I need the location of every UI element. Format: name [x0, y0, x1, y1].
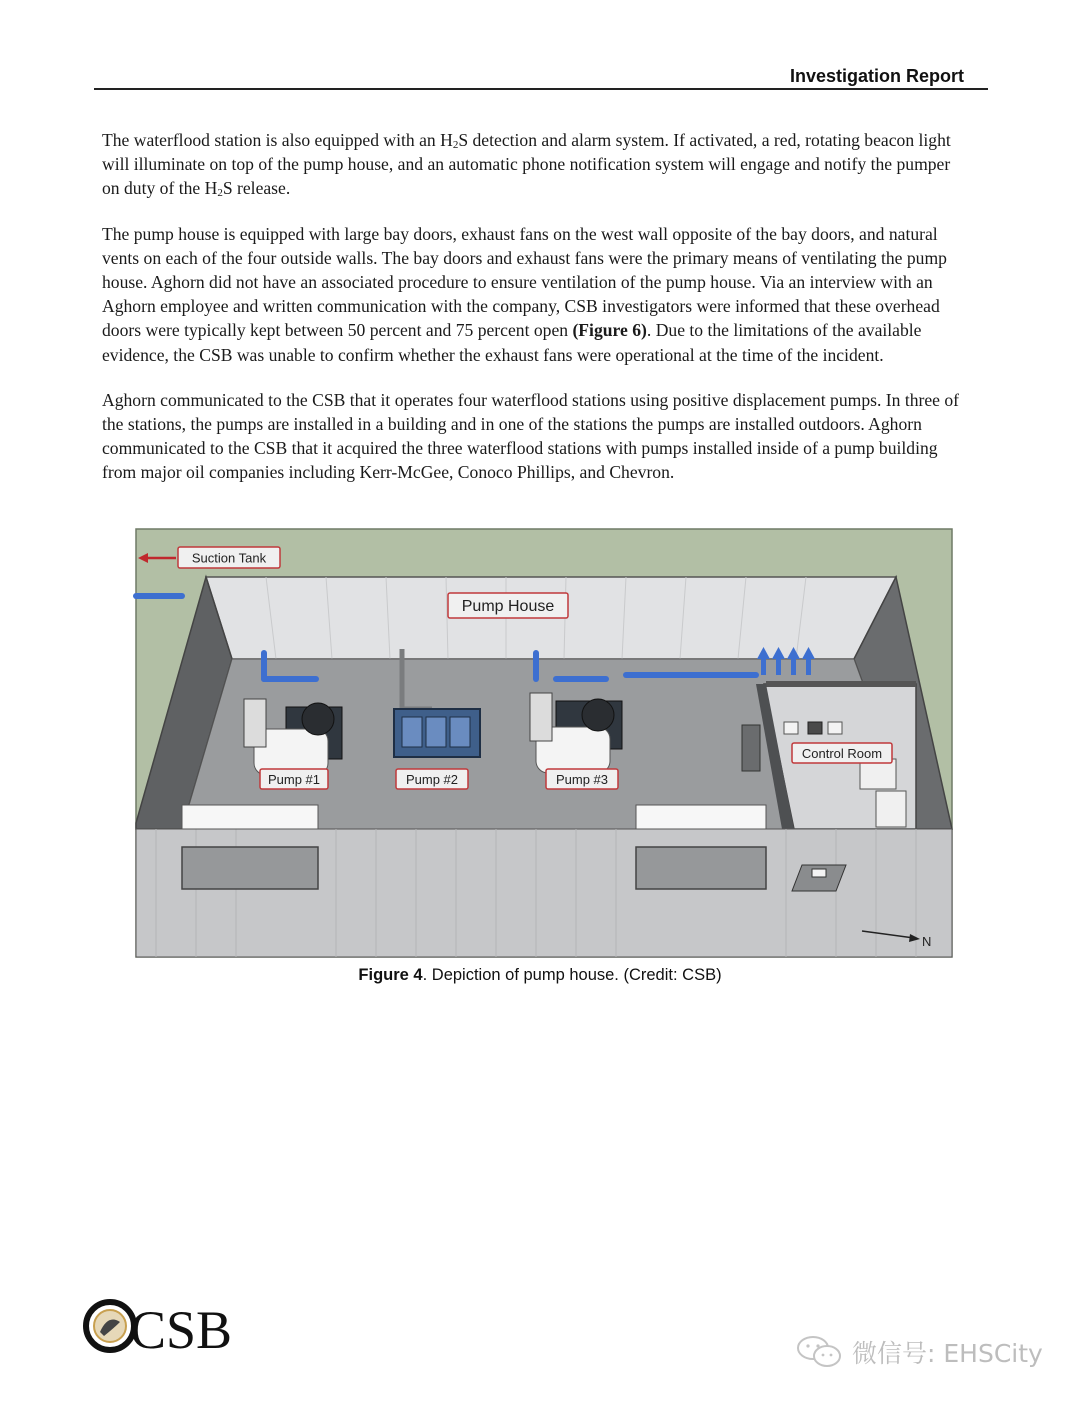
watermark-text: 微信号: EHSCity [852, 1339, 1043, 1368]
csb-logo-graphic [84, 1296, 233, 1360]
report-header-title: Investigation Report [789, 66, 964, 86]
control-room-label: Control Room [801, 746, 883, 761]
figure-caption-label: Figure 4 [358, 966, 423, 984]
control-panel-2 [808, 722, 822, 734]
p1-subscript-2: 2 [217, 187, 223, 200]
pump-3 [530, 693, 622, 773]
figure-caption-text: . Depiction of pump house. (Credit: CSB) [422, 966, 722, 984]
p1-part-a: The waterflood station is also equipped with an H [102, 130, 453, 150]
p1-part-b: S detection and alarm system. If activated, a red, rotating beacon light will illuminate on top of the pump house, and an automatic phone notification system will engage and notify the pumper on duty of the H [102, 130, 951, 199]
pump-1 [244, 699, 342, 775]
figure-caption [0, 966, 1080, 985]
logo-text: CSB [130, 1300, 233, 1360]
p2-part-a: The pump house is equipped with large bay doors, exhaust fans on the west wall opposite of the bay doors, and natural vents on each of the four outside walls. The bay doors and exhaust fans were the primary means of ventilating the pump house. Aghorn did not have an associated procedure to ensure ventilation of the pump house. Via an interview with an Aghorn employee and written communication with the company, CSB investigators were informed that these overhead doors were typically kept between 50 percent and 75 percent open [102, 223, 947, 341]
pump1-label: Pump #1 [267, 772, 321, 787]
bay-door-2-top [636, 805, 766, 829]
pump2-label: Pump #2 [405, 772, 459, 787]
p1-subscript-1: 2 [452, 139, 459, 151]
pump-2 [394, 709, 480, 757]
p2-part-b: . Due to the limitations of the available evidence, the CSB was unable to confirm whether the exhaust fans were operational at the time of the incident. [102, 320, 922, 365]
bay-door-1-top [182, 805, 318, 829]
suction-tank-label: Suction Tank [191, 550, 267, 566]
csb-logo [84, 1296, 233, 1360]
p1-part-c: S release. [222, 178, 291, 199]
control-panel-3 [828, 722, 842, 734]
pump3-fluid-end [530, 693, 552, 741]
paragraph-1 [102, 128, 972, 201]
bay-door-2-opening [636, 847, 766, 889]
control-panel-1 [784, 722, 798, 734]
paragraph-2 [102, 222, 972, 367]
pump-house-figure [136, 529, 952, 957]
pump2-bay-2 [426, 717, 446, 747]
pump-house-label: Pump House [461, 598, 555, 615]
door-window [812, 869, 826, 877]
paragraph-3: Aghorn communicated to the CSB that it operates four waterflood stations using positive displacement pumps. In three of the stations, the pumps are installed in a building and in one of the stations the pumps are installed outdoors. Aghorn communicated to the CSB that it acquired the three waterflood stations with pumps installed inside of a pump building from major oil companies including Kerr-McGee, Conoco Phillips, and Chevron. [102, 389, 960, 483]
control-room-wall-top [766, 681, 916, 687]
pump2-bay-3 [450, 717, 470, 747]
north-label: N [922, 934, 932, 949]
control-room-door [742, 725, 760, 771]
pump3-label: Pump #3 [555, 772, 609, 787]
cabinet-2 [876, 791, 906, 827]
body-paragraphs [102, 128, 972, 506]
header-rule [94, 88, 988, 90]
pump3-motor [582, 699, 614, 731]
pump2-bay-1 [402, 717, 422, 747]
bay-door-1-opening [182, 847, 318, 889]
pump1-motor [302, 703, 334, 735]
wechat-icon [795, 1334, 845, 1368]
figure-6-reference: (Figure 6) [572, 320, 647, 341]
pump-house-diagram [136, 529, 952, 957]
pump1-fluid-end [244, 699, 266, 747]
